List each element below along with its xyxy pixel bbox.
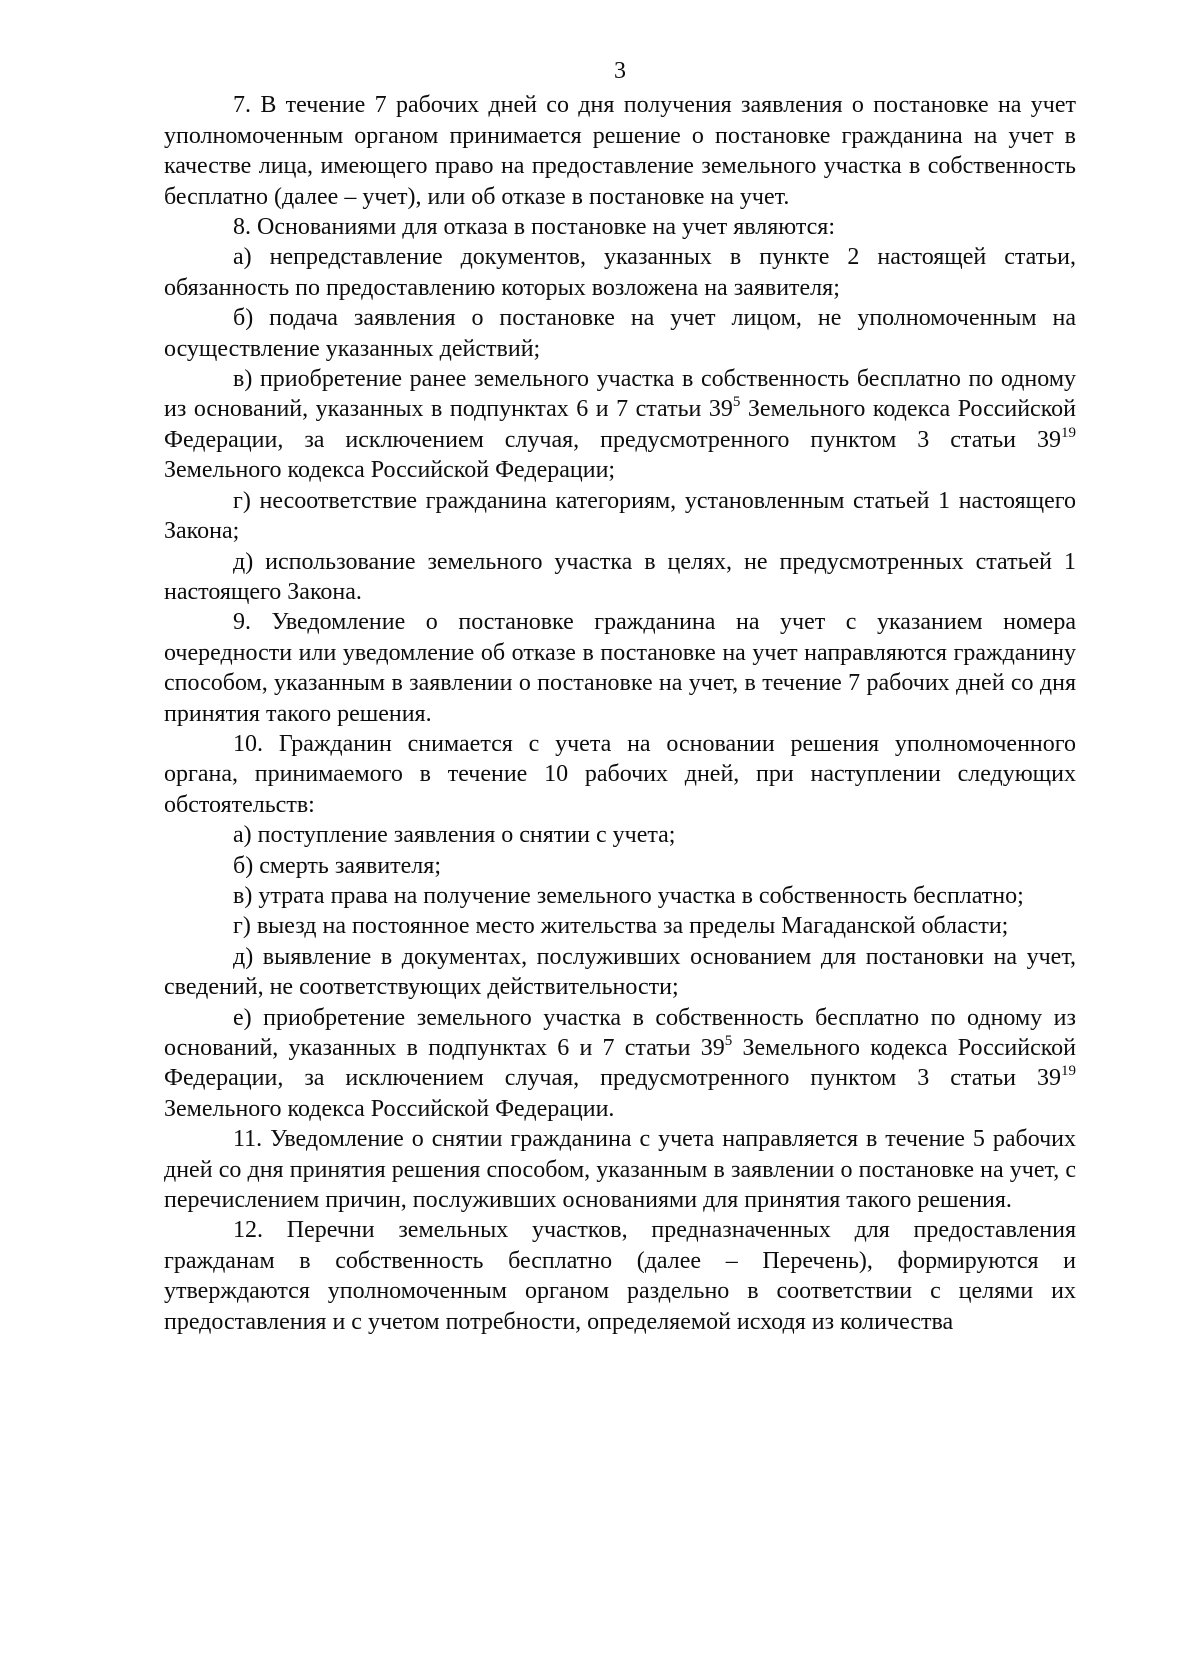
superscript: 5 <box>724 1033 733 1049</box>
paragraph-text: в) приобретение ранее земельного участка в собственность бесплатно по одному из оснований, указанных в подпунктах 6 и 7 статьи 39 <box>164 366 1076 423</box>
paragraph <box>164 212 1076 242</box>
paragraph-text: 8. Основаниями для отказа в постановке на учет являются: <box>233 214 836 241</box>
paragraph-text: Земельного кодекса Российской Федерации. <box>164 1095 615 1122</box>
paragraph <box>164 364 1076 486</box>
paragraph-text: б) подача заявления о постановке на учет лицом, не уполномоченным на осуществление указанных действий; <box>164 305 1076 362</box>
paragraph-text: д) выявление в документах, послуживших основанием для постановки на учет, сведений, не соответствующих действительности; <box>164 943 1076 1001</box>
paragraph-text: а) поступление заявления о снятии с учета; <box>233 822 676 849</box>
paragraph <box>164 881 1076 911</box>
paragraph-text: Земельного кодекса Российской Федерации, за исключением случая, предусмотренного пунктом 3 статьи 39 <box>164 396 1076 453</box>
paragraph <box>164 1003 1076 1125</box>
paragraph <box>164 607 1076 729</box>
paragraph <box>164 851 1076 881</box>
paragraph <box>164 547 1076 608</box>
paragraph <box>164 729 1076 820</box>
superscript: 5 <box>732 394 741 411</box>
paragraph <box>164 820 1076 850</box>
paragraph <box>164 942 1076 1003</box>
document-body <box>164 90 1076 1337</box>
paragraph-text: г) выезд на постоянное место жительства за пределы Магаданской области; <box>233 913 1009 940</box>
paragraph <box>164 90 1076 212</box>
paragraph-text: 11. Уведомление о снятии гражданина с учета направляется в течение 5 рабочих дней со дня принятия решения способом, указанным в заявлении о постановке на учет, с перечислением причин, послуживших основаниями для принятия такого решения. <box>164 1126 1076 1214</box>
paragraph <box>164 1124 1076 1215</box>
document-page <box>164 56 1076 1337</box>
paragraph <box>164 303 1076 364</box>
paragraph <box>164 911 1076 941</box>
paragraph-text: 12. Перечни земельных участков, предназначенных для предоставления гражданам в собственность бесплатно (далее – Перечень), формируются и утверждаются уполномоченным органом раздельно в соответствии с целями их предоставления и с учетом потребности, определяемой исходя из количества <box>164 1217 1076 1335</box>
paragraph-text: а) непредставление документов, указанных в пункте 2 настоящей статьи, обязанность по предоставлению которых возложена на заявителя; <box>164 244 1076 301</box>
paragraph-text: Земельного кодекса Российской Федерации, за исключением случая, предусмотренного пунктом 3 статьи 39 <box>164 1035 1077 1092</box>
paragraph <box>164 242 1076 303</box>
paragraph-text: б) смерть заявителя; <box>233 852 441 879</box>
paragraph-text: г) несоответствие гражданина категориям, установленным статьей 1 настоящего Закона; <box>164 487 1076 545</box>
page-number: 3 <box>614 58 626 84</box>
paragraph <box>164 486 1076 547</box>
paragraph-text: 7. В течение 7 рабочих дней со дня получения заявления о постановке на учет уполномоченным органом принимается решение о постановке гражданина на учет в качестве лица, имеющего право на предоставление земельного участка в собственность бесплатно (далее – учет), или об отказе в постановке на учет. <box>164 92 1076 210</box>
paragraph-text: 10. Гражданин снимается с учета на основании решения уполномоченного органа, принимаемого в течение 10 рабочих дней, при наступлении следующих обстоятельств: <box>164 730 1076 818</box>
paragraph-text: Земельного кодекса Российской Федерации; <box>164 457 616 484</box>
paragraph-text: 9. Уведомление о постановке гражданина на учет с указанием номера очередности или уведомление об отказе в постановке на учет направляются гражданину способом, указанным в заявлении о постановке на учет, в течение 7 рабочих дней со дня принятия такого решения. <box>164 609 1076 727</box>
superscript: 19 <box>1061 424 1076 441</box>
paragraph-text: е) приобретение земельного участка в собственность бесплатно по одному из оснований, указанных в подпунктах 6 и 7 статьи 39 <box>164 1004 1076 1061</box>
paragraph-text: д) использование земельного участка в целях, не предусмотренных статьей 1 настоящего Закона. <box>164 548 1076 605</box>
paragraph-text: в) утрата права на получение земельного участка в собственность бесплатно; <box>233 882 1024 909</box>
paragraph <box>164 1215 1076 1337</box>
superscript: 19 <box>1061 1063 1076 1080</box>
